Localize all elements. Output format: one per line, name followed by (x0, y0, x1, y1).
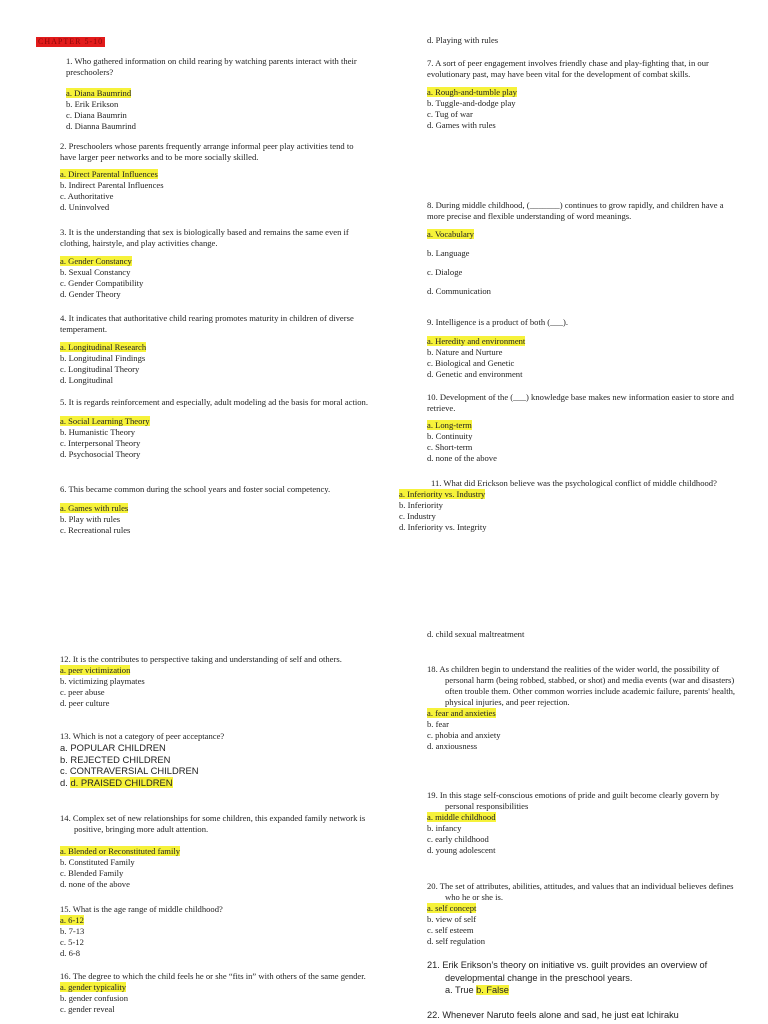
question-20 (427, 881, 739, 947)
option-a: a. Social Learning Theory (60, 416, 150, 426)
option-d: d. Games with rules (427, 120, 496, 130)
option-d: d. Inferiority vs. Integrity (399, 522, 487, 532)
question-14 (60, 813, 370, 890)
option-b: b. False (476, 985, 509, 995)
option-b: b. Tuggle-and-dodge play (427, 98, 516, 108)
option-b: b. victimizing playmates (60, 676, 145, 686)
option-d: d. self regulation (427, 936, 485, 946)
option-d: d. Gender Theory (60, 289, 121, 299)
question-text: 10. Development of the (___) knowledge base makes new information easier to store and retrieve. (427, 392, 734, 413)
question-3 (60, 227, 370, 300)
option-b: b. REJECTED CHILDREN (60, 753, 171, 765)
option-b: b. fear (427, 719, 449, 729)
question-19 (427, 790, 739, 856)
question-text: 18. As children begin to understand the realities of the wider world, the possibility of personal harm (being robbed, stabbed, or shot) and media events (war and disasters) often trouble them. Other common worries include academic failure, parents' health, physical injuries, and peer rejection. (427, 664, 736, 707)
option-c: c. early childhood (427, 834, 489, 844)
question-text: 7. A sort of peer engagement involves friendly chase and play-fighting that, in our evolutionary past, may have been vital for the development of combat skills. (427, 58, 709, 79)
highlighted-answer: d. PRAISED CHILDREN (70, 776, 173, 788)
option-d: d. child sexual maltreatment (427, 629, 525, 639)
option-b: b. Play with rules (60, 514, 121, 524)
option-a: a. Long-term (427, 420, 472, 430)
option-a: a. fear and anxieties (427, 708, 496, 718)
option-c: c. Recreational rules (60, 525, 131, 535)
option-d: d. d. PRAISED CHILDREN (60, 776, 173, 788)
question-4 (60, 313, 370, 386)
option-d: d. Genetic and environment (427, 369, 523, 379)
option-a: a. Heredity and environment (427, 336, 526, 346)
option-c: c. self esteem (427, 925, 474, 935)
option-a: a. Games with rules (60, 503, 129, 513)
chapter-heading: CHAPTER 5-10 (38, 37, 104, 46)
option-d: d. Longitudinal (60, 375, 113, 385)
option-c: c. Longitudinal Theory (60, 364, 140, 374)
option-a: a. Direct Parental Influences (60, 169, 158, 179)
option-b: b. view of self (427, 914, 477, 924)
question-1 (66, 56, 370, 132)
question-11 (399, 478, 739, 533)
question-text: 21. Erik Erikson’s theory on initiative vs. guilt provides an overview of developmental change in the preschool years. (427, 960, 708, 983)
question-16 (60, 971, 370, 1015)
option-a: a. self concept (427, 903, 477, 913)
question-12 (60, 654, 370, 709)
option-b: b. Inferiority (399, 500, 443, 510)
question-text: 2. Preschoolers whose parents frequently arrange informal peer play activities tend to have larger peer networks and to be more socially skilled. (60, 141, 354, 162)
question-6-continued (427, 35, 737, 46)
option-c: c. Blended Family (60, 868, 124, 878)
option-c: c. phobia and anxiety (427, 730, 501, 740)
option-a: a. Rough-and-tumble play (427, 87, 517, 97)
option-a: a. Gender Constancy (60, 256, 132, 266)
option-c: c. Diana Baumrin (66, 110, 127, 120)
option-c: c. CONTRAVERSIAL CHILDREN (60, 765, 199, 776)
question-text: 20. The set of attributes, abilities, attitudes, and values that an individual believes defines who he or she is. (427, 881, 734, 902)
option-d: d. none of the above (427, 453, 497, 463)
option-b: b. 7-13 (60, 926, 85, 936)
option-c: c. 5-12 (60, 937, 84, 947)
option-a: a. POPULAR CHILDREN (60, 742, 166, 753)
question-text: 13. Which is not a category of peer acceptance? (60, 731, 225, 741)
option-b: b. Humanistic Theory (60, 427, 136, 437)
option-d: d. none of the above (60, 879, 130, 889)
question-text: 4. It indicates that authoritative child rearing promotes maturity in children of diverse temperament. (60, 313, 354, 334)
question-text: 9. Intelligence is a product of both (___). (427, 317, 569, 327)
option-c: c. Industry (399, 511, 436, 521)
option-b: b. Sexual Constancy (60, 267, 131, 277)
option-d: d. anxiousness (427, 741, 478, 751)
option-a: a. 6-12 (60, 915, 84, 925)
option-d: d. Playing with rules (427, 35, 499, 45)
option-c: c. peer abuse (60, 687, 105, 697)
option-d: d. 6-8 (60, 948, 81, 958)
question-13 (60, 731, 370, 788)
question-18 (427, 664, 739, 752)
question-text: 12. It is the contributes to perspective taking and understanding of self and others. (60, 654, 342, 664)
question-5 (60, 397, 370, 460)
option-a: a. Longitudinal Research (60, 342, 147, 352)
question-2 (60, 141, 370, 213)
option-a: a. Blended or Reconstituted family (60, 846, 181, 856)
option-c: c. Tug of war (427, 109, 473, 119)
option-d: d. young adolescent (427, 845, 496, 855)
option-a: a. peer victimization (60, 665, 131, 675)
question-text: 22. Whenever Naruto feels alone and sad, he just eat Ichiraku (427, 1010, 679, 1020)
option-b: b. Continuity (427, 431, 473, 441)
option-a: a. gender typicality (60, 982, 127, 992)
option-a: a. True (445, 985, 477, 995)
option-b: b. infancy (427, 823, 462, 833)
question-text: 14. Complex set of new relationships for some children, this expanded family network is positive, bringing more adult attention. (60, 813, 366, 834)
option-a: a. Vocabulary (427, 229, 474, 239)
question-10 (427, 392, 739, 464)
question-22 (427, 1009, 727, 1022)
question-text: 11. What did Erickson believe was the psychological conflict of middle childhood? (431, 478, 717, 488)
question-15 (60, 904, 370, 959)
question-6 (60, 484, 340, 536)
option-b: b. gender confusion (60, 993, 129, 1003)
option-b: b. Language (427, 248, 470, 258)
option-d: d. Dianna Baumrind (66, 121, 136, 131)
option-b: b. Indirect Parental Influences (60, 180, 164, 190)
option-c: c. Short-term (427, 442, 473, 452)
answer-options (427, 984, 727, 997)
question-7 (427, 58, 739, 131)
question-text: 19. In this stage self-conscious emotions of pride and guilt become clearly govern by personal responsibilities (427, 790, 720, 811)
left-top-section (60, 56, 370, 132)
option-d: d. Uninvolved (60, 202, 110, 212)
option-d: d. Communication (427, 286, 491, 296)
question-8 (427, 200, 739, 297)
question-17-continued (427, 629, 737, 640)
question-text: 16. The degree to which the child feels he or she “fits in” with others of the same gender. (60, 971, 366, 981)
option-c: c. Authoritative (60, 191, 114, 201)
option-a: a. middle childhood (427, 812, 496, 822)
option-c: c. Dialoge (427, 267, 463, 277)
option-a: a. Diana Baumrind (66, 88, 132, 98)
option-b: b. Erik Erikson (66, 99, 119, 109)
question-9 (427, 317, 739, 380)
option-d: d. peer culture (60, 698, 110, 708)
option-b: b. Longitudinal Findings (60, 353, 146, 363)
option-c: c. Interpersonal Theory (60, 438, 141, 448)
question-text: 1. Who gathered information on child rearing by watching parents interact with their preschoolers? (66, 56, 357, 77)
question-21 (427, 959, 727, 997)
question-text: 6. This became common during the school years and foster social competency. (60, 484, 331, 494)
option-a: a. Inferiority vs. Industry (399, 489, 486, 499)
option-b: b. Constituted Family (60, 857, 135, 867)
option-c: c. gender reveal (60, 1004, 115, 1014)
option-d: d. Psychosocial Theory (60, 449, 141, 459)
option-c: c. Gender Compatibility (60, 278, 144, 288)
question-text: 5. It is regards reinforcement and especially, adult modeling ad the basis for moral action. (60, 397, 368, 407)
option-c: c. Biological and Genetic (427, 358, 515, 368)
question-text: 3. It is the understanding that sex is biologically based and remains the same even if clothing, hairstyle, and play activities change. (60, 227, 349, 248)
question-text: 8. During middle childhood, (_______) continues to grow rapidly, and children have a more precise and flexible understanding of word meanings. (427, 200, 724, 221)
option-b: b. Nature and Nurture (427, 347, 503, 357)
question-text: 15. What is the age range of middle childhood? (60, 904, 223, 914)
